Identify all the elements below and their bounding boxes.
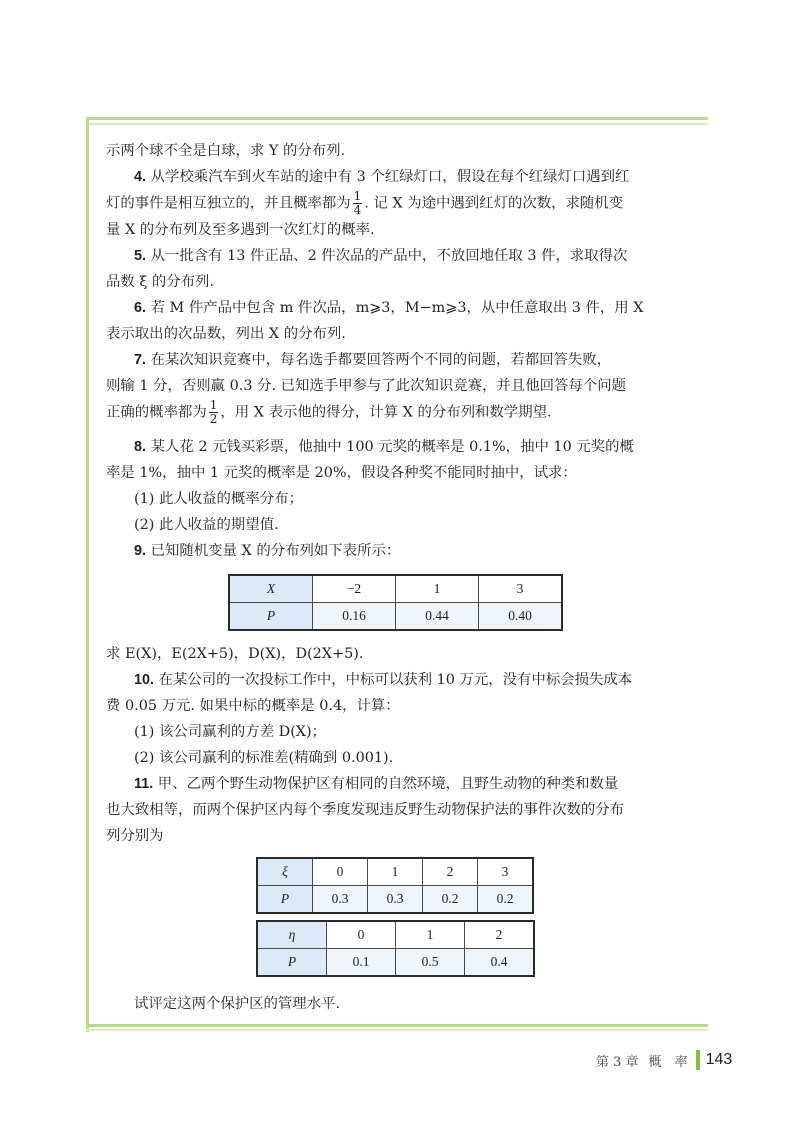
problem-10: [106, 667, 696, 771]
table-row: [257, 886, 533, 914]
problem-text: 表示取出的次品数，列出 X 的分布列.: [106, 326, 346, 342]
table-cell: η: [257, 921, 327, 949]
problem-number: 5.: [134, 248, 147, 264]
table-row: [257, 949, 534, 977]
problem-11: [106, 771, 696, 1017]
problem-9: [106, 538, 696, 667]
problem-number: 8.: [134, 439, 147, 455]
fraction: $\frac{1}{2}$: [209, 398, 218, 426]
table-cell: 2: [465, 921, 535, 949]
table-cell: 0: [313, 858, 368, 886]
table-cell: 0: [327, 921, 396, 949]
problem-text: 在某公司的一次投标工作中，中标可以获利 10 万元，没有中标会损失成本: [158, 672, 633, 688]
problem-text: 列分别为: [106, 828, 164, 844]
chapter-label: 第 3 章: [596, 1054, 639, 1070]
problem-7: [106, 347, 696, 426]
table-cell: −2: [313, 575, 396, 603]
problem-text: 量 X 的分布列及至多遇到一次红灯的概率.: [106, 222, 375, 238]
table-cell: 1: [396, 921, 465, 949]
table-cell: 2: [423, 858, 478, 886]
distribution-table-xi: [256, 857, 534, 914]
problem-6: [106, 295, 696, 347]
table-cell: 0.40: [479, 603, 563, 631]
bottom-rule: [86, 1024, 708, 1027]
problem-number: 7.: [134, 352, 147, 368]
distribution-table-eta: [256, 920, 535, 977]
distribution-table-x: [228, 574, 563, 631]
sub-question: (2) 该公司赢利的标准差(精确到 0.001).: [134, 750, 394, 766]
table-row: [257, 858, 533, 886]
problem-3-tail: 示两个球不全是白球，求 Y 的分布列.: [106, 143, 346, 159]
problem-4: [106, 164, 696, 243]
problem-text: 则输 1 分，否则赢 0.3 分. 已知选手甲参与了此次知识竞赛，并且他回答每个问题: [106, 378, 626, 394]
table-cell: 0.4: [465, 949, 535, 977]
problem-text: . 记 X 为途中遇到红灯的次数，求随机变: [364, 195, 624, 212]
problem-number: 11.: [134, 776, 154, 792]
problem-number: 6.: [134, 300, 147, 316]
problem-text: 灯的事件是相互独立的，并且概率都为: [106, 195, 351, 212]
problem-text: 已知随机变量 X 的分布列如下表所示：: [150, 543, 401, 559]
top-rule-light: [86, 123, 708, 125]
sub-question: (1) 此人收益的概率分布；: [134, 491, 303, 507]
problem-text: 试评定这两个保护区的管理水平.: [134, 996, 341, 1012]
page-number: 143: [705, 1051, 733, 1068]
problem-text: 在某次知识竞赛中，每名选手都要回答两个不同的问题，若都回答失败，: [150, 352, 612, 368]
table-cell: 0.3: [368, 886, 423, 914]
sub-question: (2) 此人收益的期望值.: [134, 517, 279, 533]
table-cell: 0.5: [396, 949, 465, 977]
problem-number: 4.: [134, 169, 147, 185]
table-cell: 1: [396, 575, 479, 603]
table-cell: 0.3: [313, 886, 368, 914]
table-cell: 3: [479, 575, 563, 603]
problem-number: 10.: [134, 672, 155, 688]
table-row: [229, 603, 562, 631]
left-frame-rule: [86, 118, 89, 1032]
chapter-title: 概 率: [648, 1054, 688, 1070]
problem-text: 求 E(X)，E(2X+5)，D(X)，D(2X+5).: [106, 646, 364, 662]
table-cell: P: [257, 949, 327, 977]
table-cell: 0.2: [478, 886, 534, 914]
table-row: [257, 921, 534, 949]
problem-text: 从学校乘汽车到火车站的途中有 3 个红绿灯口，假设在每个红绿灯口遇到红: [150, 169, 630, 185]
table-cell: X: [229, 575, 313, 603]
problem-text: 若 M 件产品中包含 m 件次品，m⩾3，M−m⩾3，从中任意取出 3 件，用 X: [150, 300, 644, 316]
exercise-content: [106, 138, 696, 1017]
problem-number: 9.: [134, 543, 147, 559]
table-cell: 0.1: [327, 949, 396, 977]
table-cell: 3: [478, 858, 534, 886]
table-cell: 1: [368, 858, 423, 886]
problem-text: 某人花 2 元钱买彩票，他抽中 100 元奖的概率是 0.1%，抽中 10 元奖的概: [150, 439, 634, 455]
problem-text: ，用 X 表示他的得分，计算 X 的分布列和数学期望.: [220, 404, 552, 421]
page-footer: [596, 1050, 732, 1070]
sub-question: (1) 该公司赢利的方差 D(X)；: [134, 724, 327, 740]
problem-text: 率是 1%，抽中 1 元奖的概率是 20%，假设各种奖不能同时抽中，试求：: [106, 465, 577, 481]
table-cell: 0.16: [313, 603, 396, 631]
table-cell: P: [229, 603, 313, 631]
table-cell: 0.2: [423, 886, 478, 914]
problem-text: 从一批含有 13 件正品、2 件次品的产品中，不放回地任取 3 件，求取得次: [150, 248, 628, 264]
problem-5: [106, 243, 696, 295]
problem-8: [106, 434, 696, 538]
problem-text: 费 0.05 万元. 如果中标的概率是 0.4，计算：: [106, 698, 400, 714]
fraction: $\frac{1}{4}$: [353, 189, 362, 217]
problem-text: 品数 ξ 的分布列.: [106, 274, 214, 290]
top-rule: [86, 117, 708, 120]
footer-accent-bar: [696, 1050, 700, 1070]
problem-text: 也大致相等，而两个保护区内每个季度发现违反野生动物保护法的事件次数的分布: [106, 802, 625, 818]
problem-text: 正确的概率都为: [106, 404, 207, 421]
table-cell: 0.44: [396, 603, 479, 631]
table-row: [229, 575, 562, 603]
bottom-rule-light: [86, 1029, 708, 1031]
table-cell: ξ: [257, 858, 313, 886]
problem-text: 甲、乙两个野生动物保护区有相同的自然环境，且野生动物的种类和数量: [157, 776, 619, 792]
table-cell: P: [257, 886, 313, 914]
